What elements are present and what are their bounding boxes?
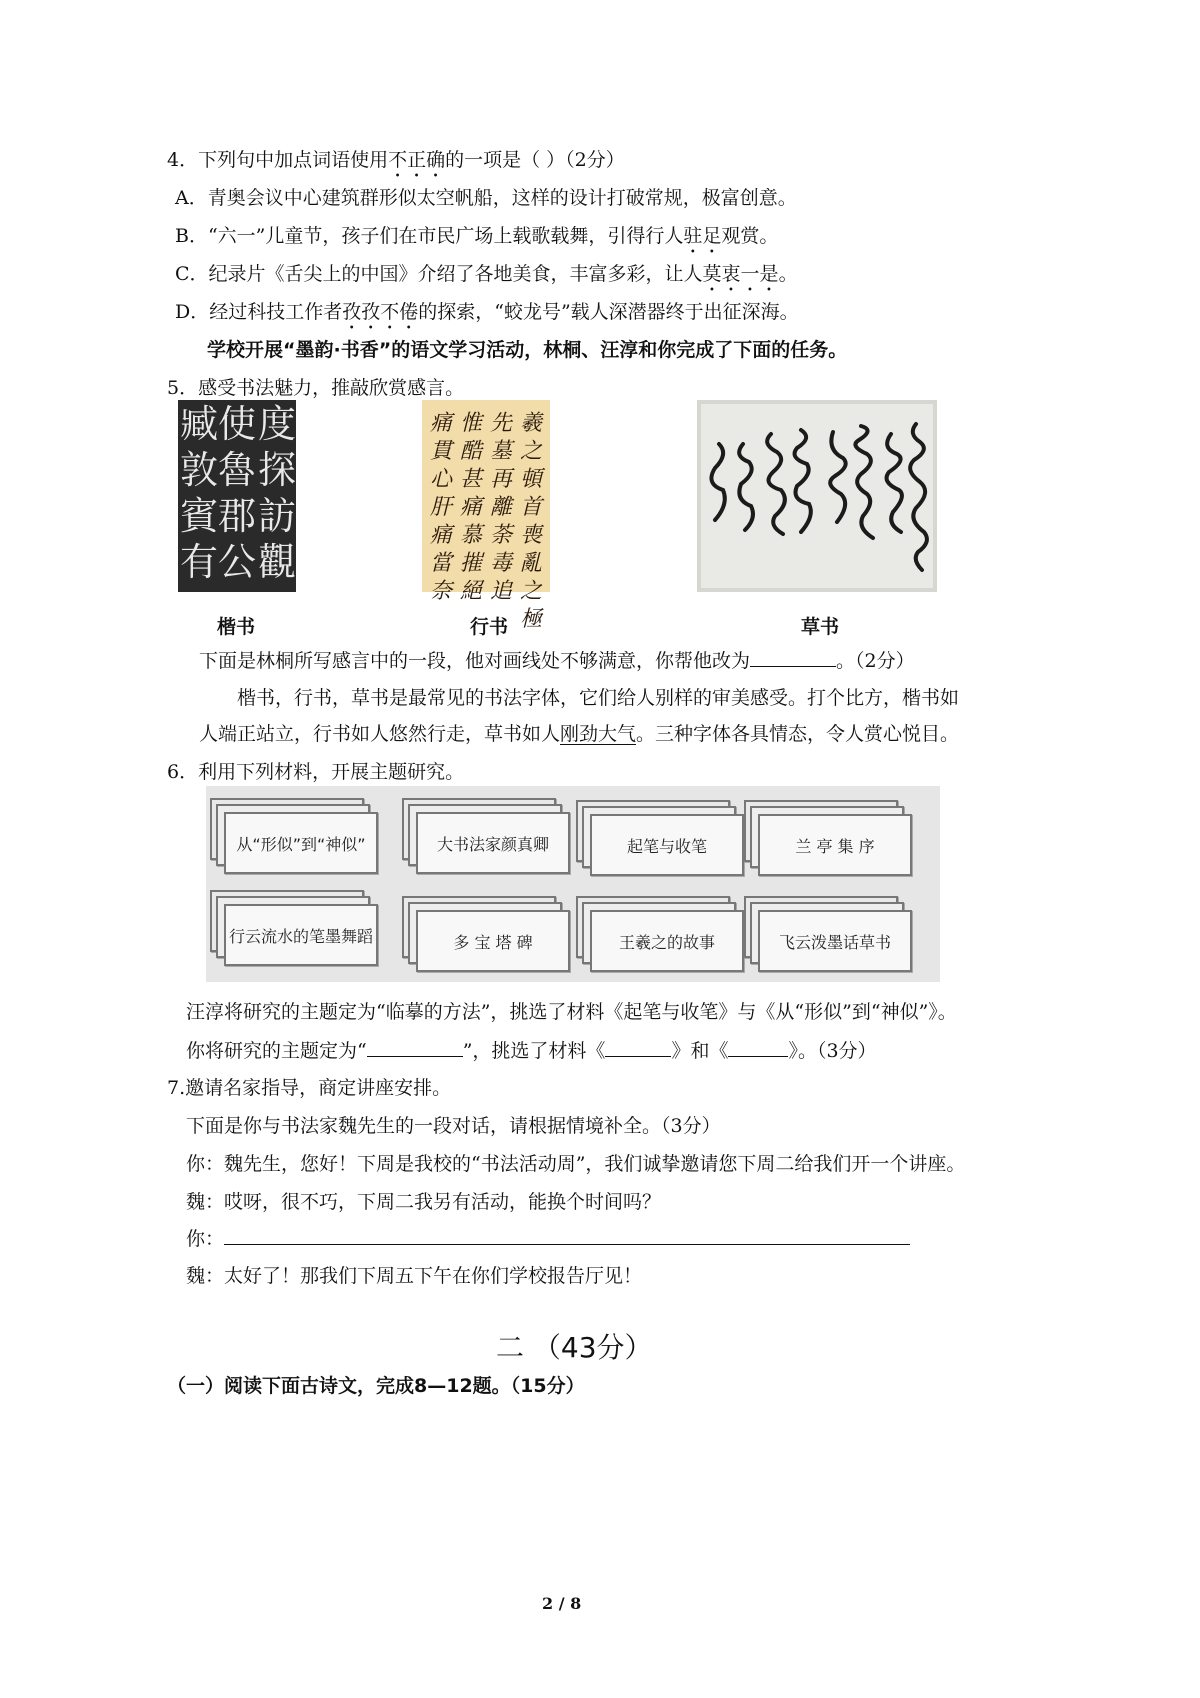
xingshu-column: 惟酷甚痛慕摧絕 bbox=[459, 411, 482, 604]
q5-underlined-phrase: 刚劲大气 bbox=[560, 723, 637, 745]
kaishu-char: 觀 bbox=[258, 540, 297, 584]
kaishu-image bbox=[178, 400, 296, 592]
materials-panel bbox=[206, 786, 940, 982]
material-card bbox=[576, 800, 736, 870]
q6-topic-blank[interactable] bbox=[367, 1038, 463, 1057]
kaishu-char: 有 bbox=[180, 540, 219, 584]
q6-example: 汪淳将研究的主题定为“临摹的方法”，挑选了材料《起笔与收笔》与《从“形似”到“神似”》。 bbox=[186, 1001, 957, 1023]
caoshu-strokes bbox=[701, 404, 941, 596]
label-caoshu: 草书 bbox=[801, 616, 840, 638]
q4-option-d-post: 的探索，“蛟龙号”载人深潜器终于出征深海。 bbox=[418, 301, 799, 323]
q5-passage-line-2 bbox=[199, 722, 959, 746]
kaishu-char: 賓 bbox=[180, 494, 219, 538]
kaishu-char: 敦 bbox=[180, 448, 219, 492]
q6-task-b: ”，挑选了材料《 bbox=[462, 1040, 606, 1062]
q6-material1-blank[interactable] bbox=[605, 1038, 671, 1057]
kaishu-char: 使 bbox=[218, 402, 257, 446]
kaishu-char: 郡 bbox=[218, 494, 257, 538]
material-card-label: 起笔与收笔 bbox=[590, 814, 744, 876]
kaishu-char: 探 bbox=[258, 448, 297, 492]
q5-passage-pre: 人端正站立，行书如人悠然行走，草书如人 bbox=[199, 723, 561, 745]
q5-answer-blank[interactable] bbox=[750, 648, 836, 667]
q6-material2-blank[interactable] bbox=[728, 1038, 788, 1057]
material-card-label: 兰 亭 集 序 bbox=[758, 814, 912, 876]
caoshu-image bbox=[697, 400, 937, 592]
q4-option-d-dotted: 孜孜不倦 bbox=[342, 301, 419, 323]
section-2-subtitle: （一）阅读下面古诗文，完成8—12题。（15分） bbox=[167, 1375, 585, 1397]
material-card bbox=[210, 798, 370, 868]
q6-stem: 6．利用下列材料，开展主题研究。 bbox=[167, 761, 465, 783]
xingshu-column: 先墓再離荼毒追 bbox=[489, 411, 512, 604]
q6-task-c: 》和《 bbox=[671, 1040, 729, 1062]
q5-passage-line-1: 楷书，行书，草书是最常见的书法字体，它们给人别样的审美感受。打个比方，楷书如 bbox=[237, 687, 960, 709]
q4-option-c-dotted: 莫衷一是 bbox=[702, 263, 779, 285]
q4-option-a: A．青奥会议中心建筑群形似太空帆船，这样的设计打破常规，极富创意。 bbox=[175, 187, 797, 209]
q7-dialogue-you-2 bbox=[186, 1226, 910, 1251]
q7-instruction: 下面是你与书法家魏先生的一段对话，请根据情境补全。（3分） bbox=[186, 1115, 721, 1137]
q7-stem: 7.邀请名家指导，商定讲座安排。 bbox=[167, 1077, 452, 1099]
q4-option-c bbox=[175, 262, 798, 296]
xingshu-column: 羲之頓首喪亂之極 bbox=[519, 411, 542, 632]
material-card-label: 飞云泼墨话草书 bbox=[758, 910, 912, 972]
q4-option-b-dotted: 驻足 bbox=[683, 225, 722, 247]
kaishu-char: 臧 bbox=[180, 402, 219, 446]
xingshu-column: 痛貫心肝痛當奈 bbox=[429, 411, 452, 604]
q5-stem: 5．感受书法魅力，推敲欣赏感言。 bbox=[167, 377, 465, 399]
q6-task-a: 你将研究的主题定为“ bbox=[186, 1040, 367, 1062]
q7-dialogue-you-1: 你：魏先生，您好！下周是我校的“书法活动周”，我们诚挚邀请您下周二给我们开一个讲座。 bbox=[186, 1153, 966, 1175]
q5-passage-post: 。三种字体各具情态，令人赏心悦目。 bbox=[636, 723, 960, 745]
material-card bbox=[210, 890, 373, 960]
kaishu-char: 訪 bbox=[258, 494, 297, 538]
q4-option-b-post: 观赏。 bbox=[721, 225, 779, 247]
material-card bbox=[402, 798, 562, 868]
page-number: 2 / 8 bbox=[542, 1594, 582, 1613]
q5-task bbox=[199, 648, 915, 673]
kaishu-char: 度 bbox=[258, 402, 297, 446]
material-card-label: 多 宝 塔 碑 bbox=[416, 910, 570, 972]
q4-stem bbox=[167, 148, 625, 182]
material-card-label: 大书法家颜真卿 bbox=[416, 812, 570, 874]
material-card-label: 行云流水的笔墨舞蹈 bbox=[224, 904, 378, 966]
material-card bbox=[744, 896, 904, 966]
q4-option-c-pre: C．纪录片《舌尖上的中国》介绍了各地美食，丰富多彩，让人 bbox=[175, 263, 703, 285]
material-card-label: 从“形似”到“神似” bbox=[224, 812, 378, 874]
material-card bbox=[402, 896, 562, 966]
label-xingshu: 行书 bbox=[470, 616, 509, 638]
material-card bbox=[744, 800, 904, 870]
q7-you-prefix: 你： bbox=[186, 1228, 225, 1250]
material-card bbox=[576, 896, 736, 966]
label-kaishu: 楷书 bbox=[217, 616, 256, 638]
q4-stem-post: 的一项是（ ）（2分） bbox=[445, 149, 625, 171]
activity-intro: 学校开展“墨韵·书香”的语文学习活动，林桐、汪淳和你完成了下面的任务。 bbox=[207, 339, 848, 361]
material-card-label: 王羲之的故事 bbox=[590, 910, 744, 972]
q4-option-d-pre: D．经过科技工作者 bbox=[175, 301, 343, 323]
section-2-title: 二 （43分） bbox=[496, 1331, 653, 1364]
q4-option-c-post: 。 bbox=[778, 263, 798, 285]
kaishu-char: 公 bbox=[218, 540, 257, 584]
q4-option-d bbox=[175, 300, 799, 334]
q6-your-task bbox=[186, 1038, 877, 1063]
q4-stem-dotted: 不正确 bbox=[388, 149, 446, 171]
q7-answer-blank[interactable] bbox=[224, 1226, 910, 1245]
q6-task-d: 》。（3分） bbox=[788, 1040, 877, 1062]
q4-stem-pre: 4．下列句中加点词语使用 bbox=[167, 149, 389, 171]
q7-dialogue-wei-2: 魏：太好了！那我们下周五下午在你们学校报告厅见！ bbox=[186, 1265, 643, 1287]
q7-dialogue-wei-1: 魏：哎呀，很不巧，下周二我另有活动，能换个时间吗？ bbox=[186, 1191, 662, 1213]
q5-task-post: 。（2分） bbox=[836, 650, 915, 672]
q5-task-pre: 下面是林桐所写感言中的一段，他对画线处不够满意，你帮他改为 bbox=[199, 650, 751, 672]
q4-option-b-pre: B．“六一”儿童节，孩子们在市民广场上载歌载舞，引得行人 bbox=[175, 225, 684, 247]
kaishu-char: 魯 bbox=[218, 448, 257, 492]
q4-option-b bbox=[175, 224, 778, 258]
